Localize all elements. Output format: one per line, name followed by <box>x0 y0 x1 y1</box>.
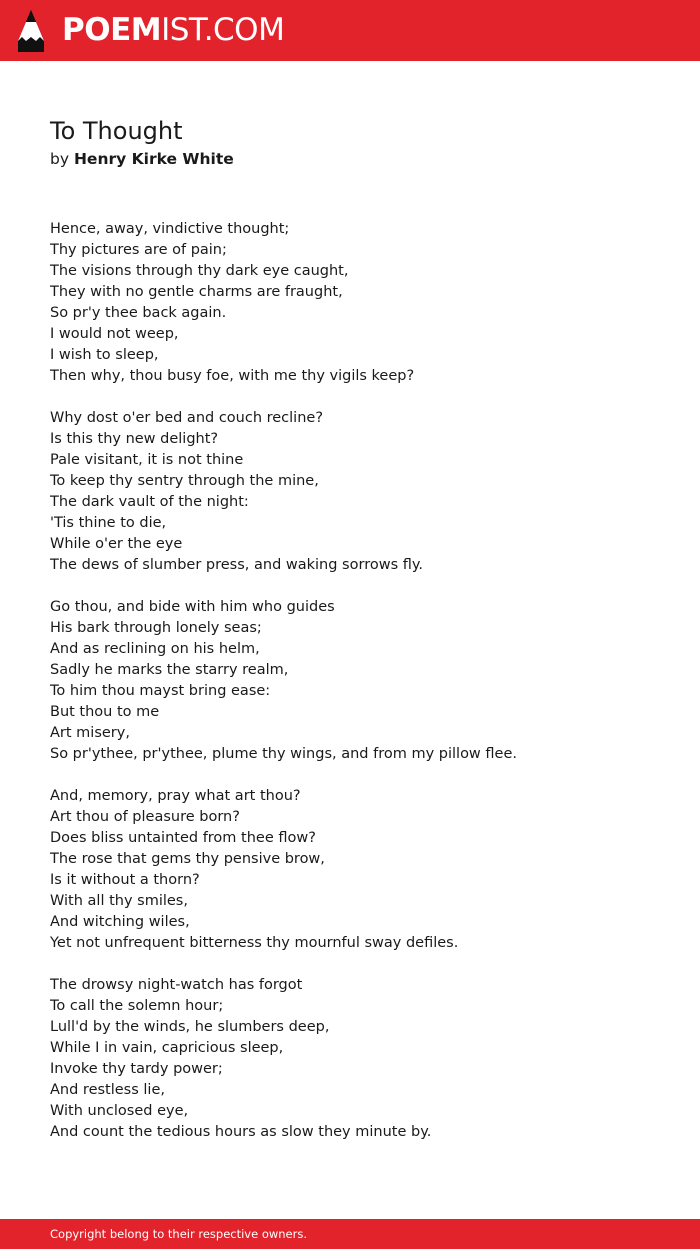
poem-line: The drowsy night-watch has forgot <box>50 977 303 993</box>
byline <box>50 149 234 169</box>
stanza-1 <box>50 219 670 387</box>
site-logo[interactable] <box>62 12 284 48</box>
poem-line: And, memory, pray what art thou? <box>50 788 301 804</box>
poem-line: 'Tis thine to die, <box>50 515 167 531</box>
poem-line: But thou to me <box>50 704 160 720</box>
poem-line: Hence, away, vindictive thought; <box>50 221 290 237</box>
poem-line: To keep thy sentry through the mine, <box>50 473 319 489</box>
poem-line: They with no gentle charms are fraught, <box>50 284 343 300</box>
poem-line: While I in vain, capricious sleep, <box>50 1040 284 1056</box>
pencil-logo-icon[interactable] <box>18 10 44 52</box>
site-header <box>0 0 700 61</box>
stanza-3 <box>50 597 670 765</box>
poem-line: Lull'd by the winds, he slumbers deep, <box>50 1019 330 1035</box>
poem-line: And as reclining on his helm, <box>50 641 260 657</box>
poem-line: I would not weep, <box>50 326 179 342</box>
site-footer <box>0 1219 700 1249</box>
poem-line: And witching wiles, <box>50 914 190 930</box>
poem-line: Thy pictures are of pain; <box>50 242 227 258</box>
poem-line: Pale visitant, it is not thine <box>50 452 244 468</box>
by-label: by <box>50 150 70 168</box>
stanza-2 <box>50 408 670 576</box>
poem-line: To call the solemn hour; <box>50 998 224 1014</box>
poem-line: Art misery, <box>50 725 130 741</box>
poem-line: Does bliss untainted from thee flow? <box>50 830 316 846</box>
poem-line: So pr'y thee back again. <box>50 305 227 321</box>
poem-title: To Thought <box>50 117 183 145</box>
author-name: Henry Kirke White <box>73 150 234 168</box>
logo-text-light: IST.COM <box>161 12 285 48</box>
stanza-5 <box>50 975 670 1143</box>
poem-line: While o'er the eye <box>50 536 183 552</box>
poem-line: Yet not unfrequent bitterness thy mournful sway defiles. <box>50 935 459 951</box>
poem-line: With all thy smiles, <box>50 893 188 909</box>
poem-line: Invoke thy tardy power; <box>50 1061 223 1077</box>
poem-line: Sadly he marks the starry realm, <box>50 662 289 678</box>
logo-text-bold: POEM <box>62 12 162 48</box>
poem-line: His bark through lonely seas; <box>50 620 262 636</box>
poem-line: And restless lie, <box>50 1082 165 1098</box>
poem-line: The dark vault of the night: <box>50 494 249 510</box>
poem-line: Why dost o'er bed and couch recline? <box>50 410 324 426</box>
poem-line: Then why, thou busy foe, with me thy vigils keep? <box>50 368 415 384</box>
copyright-text: Copyright belong to their respective owners. <box>50 1227 308 1241</box>
poem-line: I wish to sleep, <box>50 347 159 363</box>
poem-line: Go thou, and bide with him who guides <box>50 599 335 615</box>
poem-line: Is it without a thorn? <box>50 872 200 888</box>
poem-line: So pr'ythee, pr'ythee, plume thy wings, and from my pillow flee. <box>50 746 517 762</box>
stanza-4 <box>50 786 670 954</box>
poem-body <box>50 219 670 1164</box>
poem-line: To him thou mayst bring ease: <box>50 683 271 699</box>
poem-line: Art thou of pleasure born? <box>50 809 240 825</box>
poem-line: Is this thy new delight? <box>50 431 219 447</box>
poem-line: And count the tedious hours as slow they minute by. <box>50 1124 432 1140</box>
poem-line: The visions through thy dark eye caught, <box>50 263 349 279</box>
poem-line: With unclosed eye, <box>50 1103 189 1119</box>
poem-line: The rose that gems thy pensive brow, <box>50 851 325 867</box>
poem-line: The dews of slumber press, and waking sorrows fly. <box>50 557 423 573</box>
